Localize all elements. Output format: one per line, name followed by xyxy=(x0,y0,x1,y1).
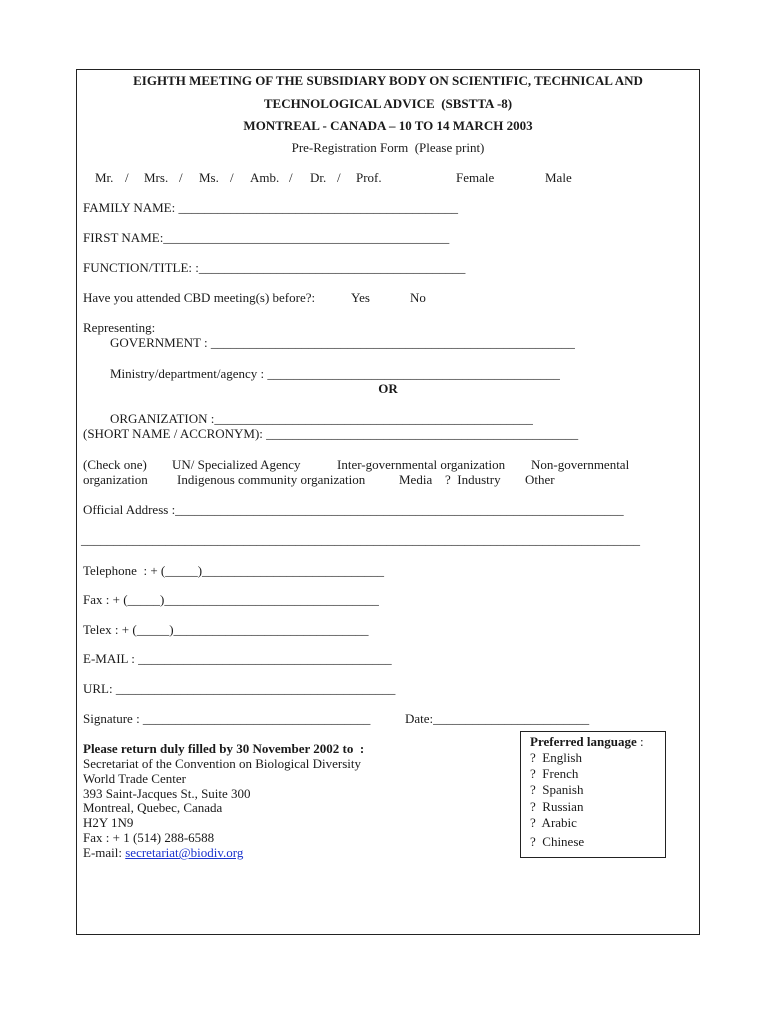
return-line5: H2Y 1N9 xyxy=(83,815,134,830)
language-english[interactable]: ? English xyxy=(530,750,582,765)
option-media[interactable]: Media xyxy=(399,472,433,487)
title-sep: / xyxy=(337,170,341,185)
option-indigenous[interactable]: Indigenous community organization xyxy=(177,472,366,487)
return-line2: World Trade Center xyxy=(83,771,186,786)
option-un-agency[interactable]: UN/ Specialized Agency xyxy=(172,457,301,472)
organization-field[interactable]: ORGANIZATION :_________________________________________________ xyxy=(110,411,533,426)
title-dr[interactable]: Dr. xyxy=(310,170,327,185)
telephone-field[interactable]: Telephone : + (_____)____________________________ xyxy=(83,563,385,578)
title-mrs[interactable]: Mrs. xyxy=(144,170,169,185)
official-address-field[interactable]: Official Address :_____________________________________________________________________ xyxy=(83,502,624,517)
return-heading: Please return duly filled by 30 November 2002 to : xyxy=(83,741,365,756)
preferred-language-heading xyxy=(530,735,644,748)
option-other[interactable]: Other xyxy=(525,472,555,487)
attended-yes[interactable]: Yes xyxy=(351,290,370,305)
title-sep: / xyxy=(289,170,293,185)
function-title-field[interactable]: FUNCTION/TITLE: :_________________________________________ xyxy=(83,260,466,275)
language-spanish[interactable]: ? Spanish xyxy=(530,782,584,797)
return-email-label: E-mail: xyxy=(83,845,126,860)
option-nongovernmental-cont: organization xyxy=(83,472,148,487)
title-prof[interactable]: Prof. xyxy=(356,170,382,185)
language-chinese[interactable]: ? Chinese xyxy=(530,834,585,849)
government-field[interactable]: GOVERNMENT : ________________________________________________________ xyxy=(110,335,575,350)
signature-field[interactable]: Signature : ___________________________________ xyxy=(83,711,371,726)
return-email-link[interactable]: secretariat@biodiv.org xyxy=(125,845,244,860)
option-industry[interactable]: ? Industry xyxy=(445,472,501,487)
option-nongovernmental[interactable]: Non-governmental xyxy=(531,457,630,472)
attended-question: Have you attended CBD meeting(s) before?: xyxy=(83,290,316,305)
return-line4: Montreal, Quebec, Canada xyxy=(83,800,223,815)
ministry-field[interactable]: Ministry/department/agency : _____________________________________________ xyxy=(110,366,560,381)
first-name-field[interactable]: FIRST NAME:____________________________________________ xyxy=(83,230,450,245)
telex-field[interactable]: Telex : + (_____)______________________________ xyxy=(83,622,369,637)
email-field[interactable]: E-MAIL : _______________________________________ xyxy=(83,651,392,666)
preferred-language-title: Preferred language xyxy=(530,734,637,749)
address-line2-field[interactable]: ______________________________________________________________________________________ xyxy=(81,532,640,547)
date-field[interactable]: Date:________________________ xyxy=(405,711,590,726)
check-one-label: (Check one) xyxy=(83,457,147,472)
gender-female[interactable]: Female xyxy=(456,170,495,185)
fax-field[interactable]: Fax : + (_____)_________________________________ xyxy=(83,592,379,607)
language-french[interactable]: ? French xyxy=(530,766,579,781)
language-arabic[interactable]: ? Arabic xyxy=(530,815,577,830)
language-russian[interactable]: ? Russian xyxy=(530,799,584,814)
url-field[interactable]: URL: ___________________________________________ xyxy=(83,681,396,696)
title-amb[interactable]: Amb. xyxy=(250,170,280,185)
or-separator: OR xyxy=(378,381,398,396)
meeting-location: MONTREAL - CANADA – 10 TO 14 MARCH 2003 xyxy=(243,118,533,133)
representing-label: Representing: xyxy=(83,320,156,335)
short-name-field[interactable]: (SHORT NAME / ACCRONYM): ________________________________________________ xyxy=(83,426,579,441)
title-ms[interactable]: Ms. xyxy=(199,170,219,185)
preferred-language-colon: : xyxy=(636,734,644,749)
return-line1: Secretariat of the Convention on Biological Diversity xyxy=(83,756,361,771)
return-email-row xyxy=(83,846,243,859)
title-sep: / xyxy=(230,170,234,185)
title-mr[interactable]: Mr. xyxy=(95,170,114,185)
form-subtitle: Pre-Registration Form (Please print) xyxy=(291,140,485,155)
option-intergovernmental[interactable]: Inter-governmental organization xyxy=(337,457,506,472)
title-sep: / xyxy=(125,170,129,185)
return-line3: 393 Saint-Jacques St., Suite 300 xyxy=(83,786,251,801)
meeting-title-line2: TECHNOLOGICAL ADVICE (SBSTTA -8) xyxy=(263,96,513,111)
gender-male[interactable]: Male xyxy=(545,170,572,185)
return-fax: Fax : + 1 (514) 288-6588 xyxy=(83,830,215,845)
title-sep: / xyxy=(179,170,183,185)
family-name-field[interactable]: FAMILY NAME: ___________________________________________ xyxy=(83,200,458,215)
attended-no[interactable]: No xyxy=(410,290,426,305)
meeting-title-line1: EIGHTH MEETING OF THE SUBSIDIARY BODY ON SCIENTIFIC, TECHNICAL AND xyxy=(133,73,643,88)
